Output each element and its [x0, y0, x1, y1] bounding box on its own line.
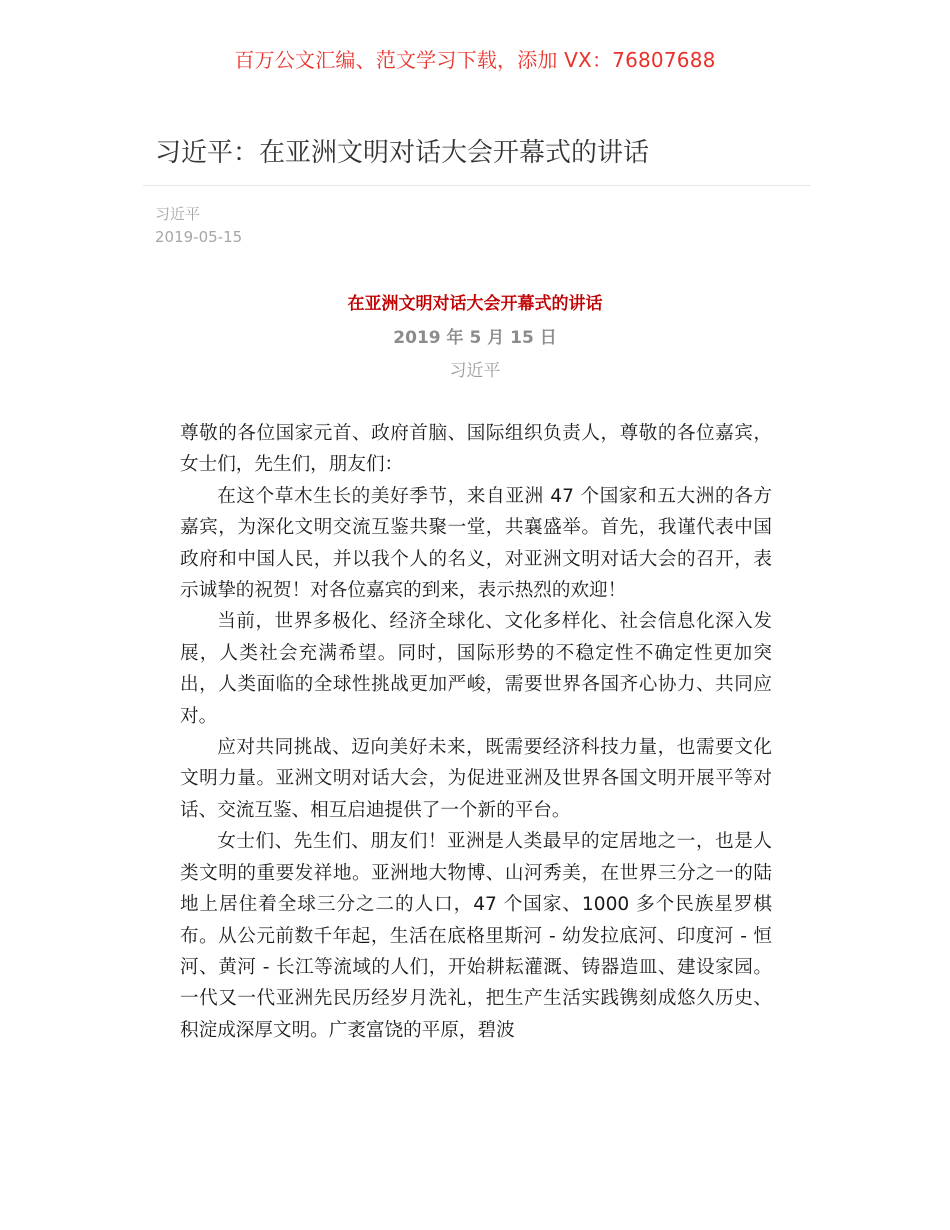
article-body: [180, 418, 772, 1046]
article-date: 2019 年 5 月 15 日: [393, 328, 557, 348]
promo-banner-text: 百万公文汇编、范文学习下载，添加 VX：76807688: [234, 48, 716, 72]
body-paragraph: 尊敬的各位国家元首、政府首脑、国际组织负责人，尊敬的各位嘉宾，女士们，先生们，朋友们：: [180, 423, 772, 476]
body-paragraph: 女士们、先生们、朋友们！亚洲是人类最早的定居地之一，也是人类文明的重要发祥地。亚洲地大物博、山河秀美，在世界三分之一的陆地上居住着全球三分之二的人口，47 个国家、1000 多个民族星罗棋布。从公元前数千年起，生活在底格里斯河 - 幼发拉底河、印度河 - 恒河、黄河 - 长江等流域的人们，开始耕耘灌溉、铸器造皿、建设家园。一代又一代亚洲先民历经岁月洗礼，把生产生活实践镌刻成悠久历史、积淀成深厚文明。广袤富饶的平原，碧波: [180, 831, 772, 1041]
title-divider: [143, 185, 811, 186]
meta-date: 2019-05-15: [155, 228, 243, 246]
body-paragraph: 在这个草木生长的美好季节，来自亚洲 47 个国家和五大洲的各方嘉宾，为深化文明交流互鉴共聚一堂，共襄盛举。首先，我谨代表中国政府和中国人民，并以我个人的名义，对亚洲文明对话大会的召开，表示诚挚的祝贺！对各位嘉宾的到来，表示热烈的欢迎！: [180, 485, 772, 602]
meta-author: 习近平: [155, 205, 201, 223]
page-title: 习近平：在亚洲文明对话大会开幕式的讲话: [155, 138, 650, 168]
article-heading-block: [0, 291, 950, 384]
promo-banner: [0, 46, 950, 74]
document-meta: [155, 203, 242, 249]
body-paragraph: 当前，世界多极化、经济全球化、文化多样化、社会信息化深入发展，人类社会充满希望。同时，国际形势的不稳定性不确定性更加突出，人类面临的全球性挑战更加严峻，需要世界各国齐心协力、共同应对。: [180, 611, 772, 727]
article-subtitle: 在亚洲文明对话大会开幕式的讲话: [347, 294, 603, 314]
body-paragraph: 应对共同挑战、迈向美好未来，既需要经济科技力量，也需要文化文明力量。亚洲文明对话大会，为促进亚洲及世界各国文明开展平等对话、交流互鉴、相互启迪提供了一个新的平台。: [180, 737, 772, 821]
article-author: 习近平: [449, 361, 501, 381]
